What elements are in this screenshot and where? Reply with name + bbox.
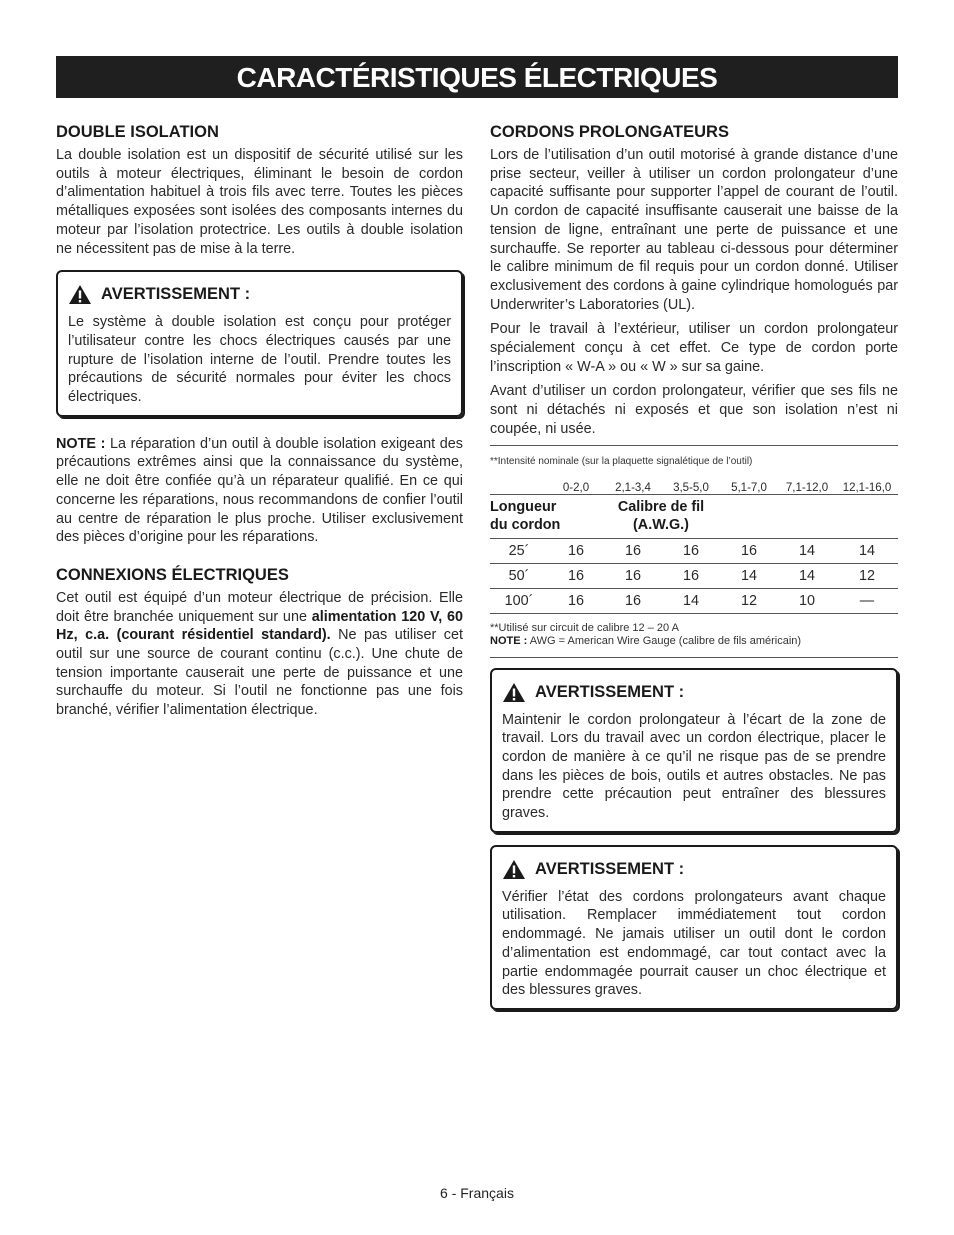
table-top-rule: [490, 445, 898, 446]
warning-box-double-isolation: [56, 270, 463, 417]
amp-cell: 5,1-7,0: [731, 481, 767, 494]
warning-triangle-icon: [502, 859, 526, 880]
warning-triangle-icon: [502, 682, 526, 703]
awg-note-label: NOTE :: [490, 634, 528, 647]
warning-box-cord-placement: [490, 668, 898, 833]
gauge-cell: 16: [548, 538, 604, 563]
intensity-note: **Intensité nominale (sur la plaquette signalétique de l’outil): [490, 455, 753, 467]
awg-note: [490, 635, 898, 648]
page-footer: 6 - Français: [440, 1185, 514, 1201]
warning-header: [502, 859, 886, 880]
page-title-banner: [56, 56, 898, 98]
table-row: [490, 563, 898, 588]
table-row: [490, 588, 898, 613]
amp-cell: 3,5-5,0: [673, 481, 709, 494]
double-isolation-section: [56, 122, 463, 258]
cordons-p2: Pour le travail à l’extérieur, utiliser un cordon prolongateur spécialement conçu à cet effet. Ce type de cordon porte l’inscription « W-A » ou « W » sur sa gaine.: [490, 321, 898, 375]
connexions-heading: CONNEXIONS ÉLECTRIQUES: [56, 565, 289, 584]
table-row: [490, 538, 898, 563]
length-cell: 100´: [490, 588, 548, 613]
warning-title: AVERTISSEMENT :: [101, 285, 251, 304]
cordons-section: [490, 122, 898, 439]
page-title: CARACTÉRISTIQUES ÉLECTRIQUES: [236, 62, 718, 93]
gauge-cell: 10: [778, 588, 836, 613]
warning-body: Le système à double isolation est conçu pour protéger l’utilisateur contre les chocs électriques causés par une rupture de l’isolation interne de l’outil. Prendre toutes les précautions de sécurité normales pour éviter les chocs électriques.: [68, 314, 451, 406]
gauge-cell: 16: [604, 538, 662, 563]
gauge-cell: 14: [836, 538, 898, 563]
gauge-cell: 16: [662, 538, 720, 563]
warning-header: [68, 284, 451, 305]
note-label: NOTE :: [56, 435, 106, 452]
awg-note-body: AWG = American Wire Gauge (calibre de fils américain): [527, 634, 802, 647]
warning-body: Vérifier l’état des cordons prolongateurs avant chaque utilisation. Remplacer immédiatement tout cordon endommagé. Ne jamais utiliser un outil dont le cordon d’alimentation est endommagé, car tout contact avec la partie endommagée pourrait causer un choc électrique et des blessures graves.: [502, 888, 886, 999]
gauge-cell: 16: [604, 588, 662, 613]
length-header: Longueur du cordon: [490, 494, 604, 538]
gauge-cell: 16: [604, 563, 662, 588]
amp-cell: 0-2,0: [562, 481, 590, 494]
warning-title: AVERTISSEMENT :: [535, 859, 685, 878]
gauge-header: Calibre de fil (A.W.G.): [604, 494, 778, 538]
gauge-cell: 16: [548, 588, 604, 613]
gauge-cell: 14: [778, 538, 836, 563]
note-body: La réparation d’un outil à double isolation exigeant des précautions extrêmes ainsi que la connaissance du système, elle ne doit être confiée qu’à un réparateur qualifié. En ce qui concerne les réparations, nous recommandons de confier l’outil au centre de réparation le plus proche. Utiliser exclusivement des pièces d’origine pour les réparations.: [56, 435, 463, 546]
left-column: [56, 122, 463, 720]
warning-header: [502, 682, 886, 703]
double-isolation-heading: DOUBLE ISOLATION: [56, 123, 219, 141]
connexions-body: [56, 589, 463, 720]
length-cell: 25´: [490, 538, 548, 563]
cordons-p1: Lors de l’utilisation d’un outil motorisé à grande distance d’une prise secteur, veiller à utiliser un cordon prolongateur d’une capacité suffisante pour supporter l’appel de courant de l’outil. Un cordon de capacité insuffisante causerait une baisse de la tension de ligne, entraînant une perte de puissance et une surchauffe. Se reporter au tableau ci-dessous pour déterminer le calibre minimum de fil requis pour un cordon donné. Utiliser exclusivement des cordons à gaine cylindrique homologués par Underwriter’s Laboratories (UL).: [490, 147, 898, 313]
connexions-section: [56, 565, 463, 720]
right-column: [490, 122, 898, 1010]
gauge-cell: 14: [662, 588, 720, 613]
circuit-note: **Utilisé sur circuit de calibre 12 – 20 A: [490, 621, 679, 634]
gauge-cell: 14: [778, 563, 836, 588]
gauge-cell: 12: [720, 588, 778, 613]
amp-cell: 2,1-3,4: [615, 481, 651, 494]
table-bottom-rule: [490, 657, 898, 658]
double-isolation-body: La double isolation est un dispositif de sécurité utilisé sur les outils à moteur électriques, éliminant le besoin de cordon d’alimentation habituel à trois fils avec terre. Toutes les pièces métalliques exposées sont isolées des composants internes du moteur par l’isolation protectrice. Les outils à double isolation ne nécessitent pas de mise à la terre.: [56, 147, 463, 257]
cordons-p3: Avant d’utiliser un cordon prolongateur, vérifier que ses fils ne sont ni détachés ni exposés et que son isolation n’est ni coupée, ni usée.: [490, 383, 898, 437]
amperage-row: [490, 472, 898, 495]
amp-cell: 12,1-16,0: [842, 481, 892, 494]
warning-triangle-icon: [68, 284, 92, 305]
connexions-body-part-1: Cet outil est équipé d’un moteur électrique de précision. Elle doit être branchée uniquement sur une: [56, 589, 463, 625]
gauge-cell: 14: [720, 563, 778, 588]
warning-title: AVERTISSEMENT :: [535, 682, 685, 701]
connexions-body-part-2: Ne pas utiliser cet outil sur une source de courant continu (c.c.). Une chute de tension importante causerait une perte de puissance et une surchauffe du moteur. Si l’outil ne fonctionne pas une fois branché, vérifier l’alimentation électrique.: [56, 627, 463, 719]
extension-cord-table: [490, 472, 898, 614]
gauge-cell: —: [836, 588, 898, 613]
note-paragraph: [56, 435, 463, 547]
cordons-heading: CORDONS PROLONGATEURS: [490, 123, 729, 141]
length-cell: 50´: [490, 563, 548, 588]
connexions-body-bold: alimentation 120 V, 60 Hz, c.a. (courant résidentiel standard).: [56, 608, 463, 644]
gauge-cell: 16: [662, 563, 720, 588]
warning-box-cord-condition: [490, 845, 898, 1010]
amp-cell: 7,1-12,0: [785, 481, 829, 494]
gauge-cell: 16: [548, 563, 604, 588]
warning-body: Maintenir le cordon prolongateur à l’écart de la zone de travail. Lors du travail avec un cordon électrique, placer le cordon de manière à ce qu’il ne risque pas de se prendre dans les pièces de bois, outils et autres obstacles. Ne pas prendre cette précaution peut entraîner des blessures graves.: [502, 711, 886, 822]
gauge-cell: 16: [720, 538, 778, 563]
gauge-cell: 12: [836, 563, 898, 588]
table-header-row: [490, 494, 898, 538]
